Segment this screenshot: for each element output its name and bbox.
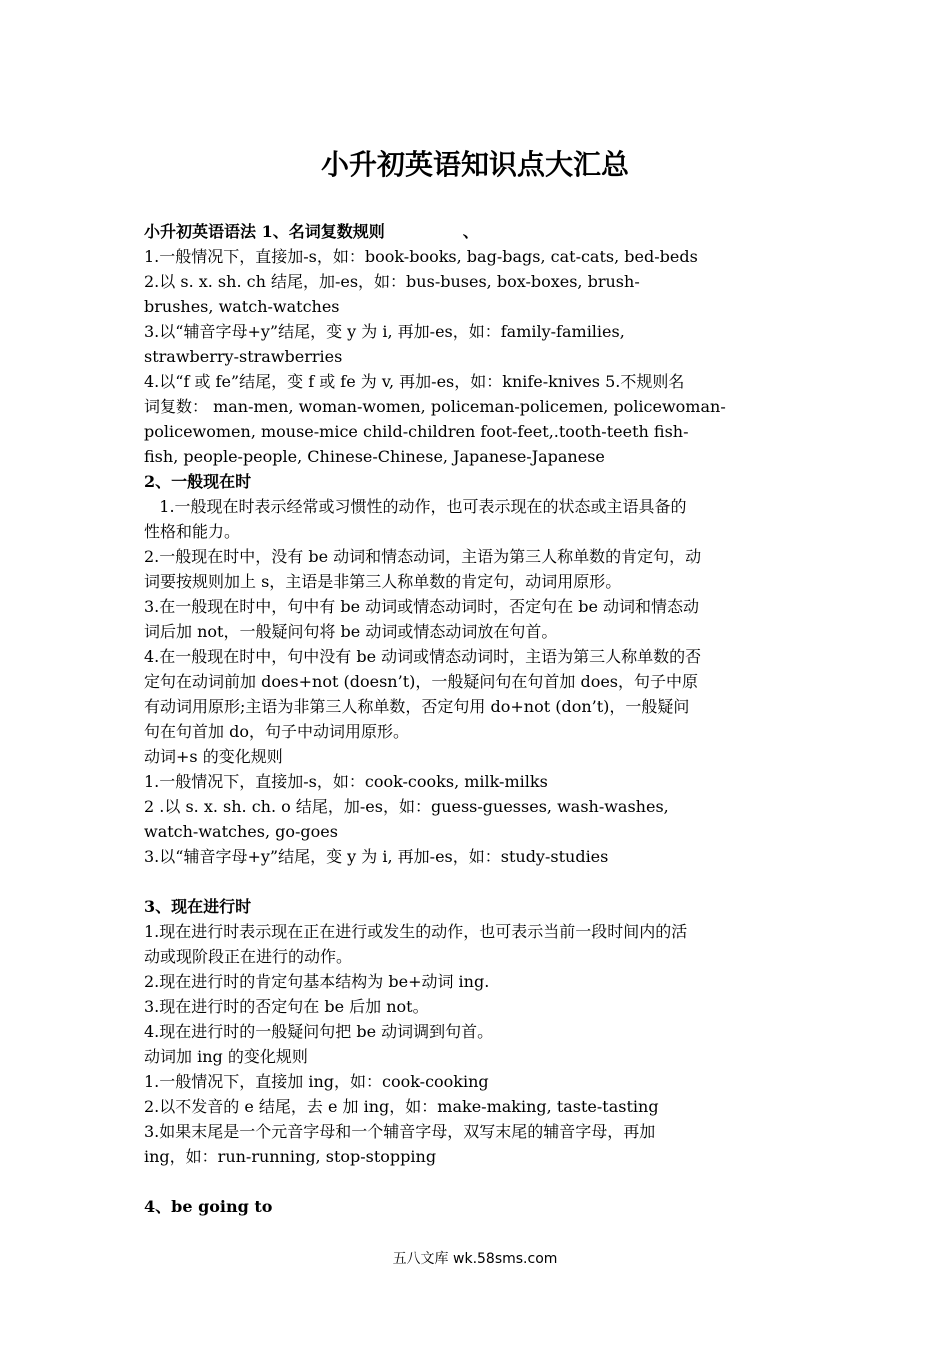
text-line: 3.以“辅音字母+y”结尾，变 y 为 i, 再加-es，如：family-families, xyxy=(144,322,625,341)
text-line: 1.一般情况下，直接加 ing，如：cook-cooking xyxy=(144,1072,489,1091)
text-line: 4.以“f 或 fe”结尾，变 f 或 fe 为 v, 再加-es，如：knife-knives 5.不规则名 xyxy=(144,372,685,391)
text-line: policewomen, mouse-mice child-children foot-feet,.tooth-teeth fish- xyxy=(144,422,689,441)
section-heading-be-going-to: 4、be going to xyxy=(144,1197,273,1216)
text-line: 3.现在进行时的否定句在 be 后加 not。 xyxy=(144,997,429,1016)
text-line: 4.在一般现在时中，句中没有 be 动词或情态动词时，主语为第三人称单数的否 xyxy=(144,647,702,666)
text-line: 1.一般情况下，直接加-s，如：book-books, bag-bags, cat-cats, bed-beds xyxy=(144,247,698,266)
text-line: watch-watches, go-goes xyxy=(144,822,338,841)
section-heading-present-continuous: 3、现在进行时 xyxy=(144,897,252,916)
text-line: 词要按规则加上 s，主语是非第三人称单数的肯定句，动词用原形。 xyxy=(144,572,622,591)
page-title: 小升初英语知识点大汇总 xyxy=(320,148,629,181)
text-line: 2.以不发音的 e 结尾，去 e 加 ing，如：make-making, taste-tasting xyxy=(144,1097,659,1116)
footer-watermark: 五八文库 wk.58sms.com xyxy=(392,1251,558,1267)
text-line: fish, people-people, Chinese-Chinese, Japanese-Japanese xyxy=(144,447,605,466)
text-line: 2.现在进行时的肯定句基本结构为 be+动词 ing. xyxy=(144,972,490,991)
text-line: 3.如果末尾是一个元音字母和一个辅音字母，双写末尾的辅音字母，再加 xyxy=(144,1122,656,1141)
document-body xyxy=(144,219,814,1219)
text-line: 4.现在进行时的一般疑问句把 be 动词调到句首。 xyxy=(144,1022,494,1041)
blank-line xyxy=(144,1169,814,1194)
text-line: 2.一般现在时中，没有 be 动词和情态动词，主语为第三人称单数的肯定句，动 xyxy=(144,547,702,566)
text-line: ing，如：run-running, stop-stopping xyxy=(144,1147,437,1166)
text-line: 3.在一般现在时中，句中有 be 动词或情态动词时，否定句在 be 动词和情态动 xyxy=(144,597,700,616)
text-line: 性格和能力。 xyxy=(144,522,241,541)
blank-line xyxy=(144,869,814,894)
text-line: strawberry-strawberries xyxy=(144,347,343,366)
text-line: 1.现在进行时表示现在正在进行或发生的动作，也可表示当前一段时间内的活 xyxy=(144,922,688,941)
text-line: 词后加 not，一般疑问句将 be 动词或情态动词放在句首。 xyxy=(144,622,558,641)
section-heading-noun-plural: 小升初英语语法 1、名词复数规则 、 xyxy=(144,222,479,241)
text-line: 词复数： man-men, woman-women, policeman-policemen, policewoman- xyxy=(144,397,726,416)
text-line: 句在句首加 do，句子中动词用原形。 xyxy=(144,722,409,741)
text-line: 3.以“辅音字母+y”结尾，变 y 为 i, 再加-es，如：study-studies xyxy=(144,847,609,866)
text-line: 1.一般现在时表示经常或习惯性的动作，也可表示现在的状态或主语具备的 xyxy=(144,497,687,516)
text-line: 定句在动词前加 does+not (doesn’t)，一般疑问句在句首加 does，句子中原 xyxy=(144,672,699,691)
text-line: 动或现阶段正在进行的动作。 xyxy=(144,947,353,966)
subheading-verb-s: 动词+s 的变化规则 xyxy=(144,747,283,766)
text-line: 2.以 s. x. sh. ch 结尾，加-es，如：bus-buses, box-boxes, brush- xyxy=(144,272,640,291)
section-heading-simple-present: 2、一般现在时 xyxy=(144,472,252,491)
text-line: brushes, watch-watches xyxy=(144,297,340,316)
subheading-verb-ing: 动词加 ing 的变化规则 xyxy=(144,1047,308,1066)
text-line: 有动词用原形;主语为非第三人称单数，否定句用 do+not (don’t)，一般疑问 xyxy=(144,697,690,716)
text-line: 1.一般情况下，直接加-s，如：cook-cooks, milk-milks xyxy=(144,772,548,791)
text-line: 2 .以 s. x. sh. ch. o 结尾，加-es，如：guess-guesses, wash-washes, xyxy=(144,797,669,816)
